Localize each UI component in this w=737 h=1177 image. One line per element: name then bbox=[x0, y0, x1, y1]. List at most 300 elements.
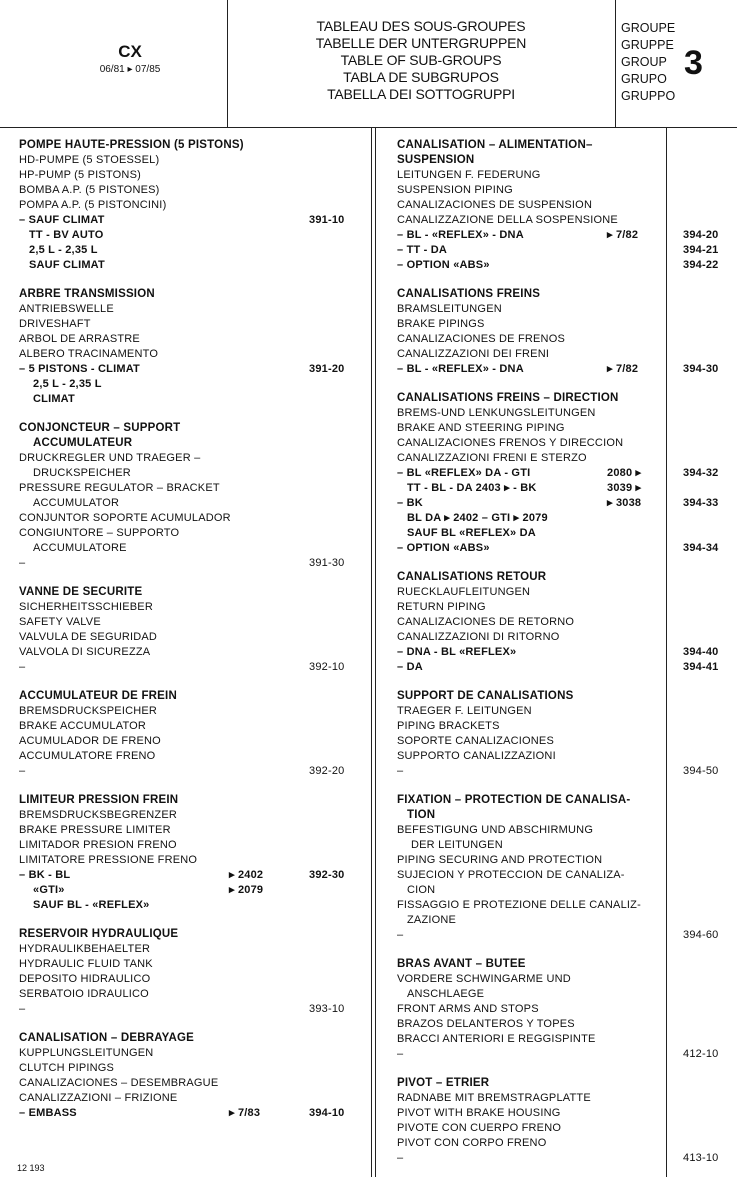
serial-marker: ▸ 2402 bbox=[229, 869, 264, 881]
line-text: CONGIUNTORE – SUPPORTO bbox=[19, 527, 180, 539]
block-spacer bbox=[397, 779, 737, 793]
subgroup-reference: 393-10 bbox=[309, 1003, 345, 1015]
line-text: BRACCI ANTERIORI E REGGISPINTE bbox=[397, 1033, 596, 1045]
line-text: TION bbox=[407, 809, 436, 821]
line-text: – bbox=[397, 1048, 404, 1060]
subgroup-line bbox=[19, 258, 371, 273]
line-text: PIVOTE CON CUERPO FRENO bbox=[397, 1122, 562, 1134]
subgroup-block bbox=[19, 138, 371, 273]
block-spacer bbox=[19, 779, 371, 793]
page-header bbox=[0, 0, 737, 128]
subgroup-line bbox=[19, 392, 371, 407]
line-text: RESERVOIR HYDRAULIQUE bbox=[19, 928, 179, 940]
line-text: – bbox=[397, 929, 404, 941]
title-line: TABLE OF SUB-GROUPS bbox=[340, 52, 502, 68]
line-text: LEITUNGEN F. FEDERUNG bbox=[397, 169, 541, 181]
subgroup-reference: 394-34 bbox=[683, 542, 719, 554]
subgroup-line bbox=[19, 823, 371, 838]
subgroup-line bbox=[397, 1017, 737, 1032]
subgroup-line bbox=[19, 153, 371, 168]
line-text: ACCUMULATORE bbox=[33, 542, 127, 554]
subgroup-line bbox=[19, 332, 371, 347]
line-text: BL DA ▸ 2402 – GTI ▸ 2079 bbox=[407, 512, 548, 524]
subgroup-line bbox=[397, 704, 737, 719]
line-text: TT - BV AUTO bbox=[29, 229, 104, 241]
subgroup-title bbox=[19, 927, 371, 942]
subgroup-line bbox=[397, 511, 737, 526]
line-text: CONJUNTOR SOPORTE ACUMULADOR bbox=[19, 512, 231, 524]
line-text: HYDRAULIKBEHAELTER bbox=[19, 943, 151, 955]
block-spacer bbox=[19, 1017, 371, 1031]
subgroup-title bbox=[19, 689, 371, 704]
group-word: GRUPPO bbox=[621, 89, 676, 103]
subgroup-reference: 394-50 bbox=[683, 765, 719, 777]
line-text: – BL «REFLEX» DA - GTI bbox=[397, 467, 531, 479]
line-text: BREMS-UND LENKUNGSLEITUNGEN bbox=[397, 407, 596, 419]
line-text: LIMITEUR PRESSION FREIN bbox=[19, 794, 179, 806]
subgroup-line bbox=[397, 421, 737, 436]
subgroup-reference: 394-21 bbox=[683, 244, 719, 256]
subgroup-line bbox=[397, 362, 737, 377]
subgroup-line bbox=[397, 764, 737, 779]
line-text: – BK bbox=[397, 497, 423, 509]
block-spacer bbox=[397, 943, 737, 957]
subgroup-title bbox=[19, 287, 371, 302]
subgroup-line bbox=[397, 243, 737, 258]
subgroup-line bbox=[19, 1106, 371, 1121]
subgroup-line bbox=[397, 853, 737, 868]
left-column bbox=[19, 138, 371, 1121]
subgroup-line bbox=[397, 153, 737, 168]
subgroup-line bbox=[19, 302, 371, 317]
line-text: ANTRIEBSWELLE bbox=[19, 303, 114, 315]
line-text: PIPING BRACKETS bbox=[397, 720, 500, 732]
line-text: BRAKE PRESSURE LIMITER bbox=[19, 824, 171, 836]
subgroup-block bbox=[397, 391, 737, 556]
line-text: ACUMULADOR DE FRENO bbox=[19, 735, 161, 747]
line-text: CANALIZACIONES DE FRENOS bbox=[397, 333, 565, 345]
subgroup-line bbox=[397, 898, 737, 913]
subgroup-reference: 394-30 bbox=[683, 363, 719, 375]
subgroup-line bbox=[397, 541, 737, 556]
line-text: BRAKE PIPINGS bbox=[397, 318, 485, 330]
line-text: ARBRE TRANSMISSION bbox=[19, 288, 155, 300]
line-text: ANSCHLAEGE bbox=[407, 988, 485, 1000]
line-text: CANALIZZAZIONE DELLA SOSPENSIONE bbox=[397, 214, 618, 226]
subgroup-line bbox=[19, 481, 371, 496]
subgroup-block bbox=[19, 1031, 371, 1121]
line-text: ALBERO TRACINAMENTO bbox=[19, 348, 159, 360]
line-text: PIVOT CON CORPO FRENO bbox=[397, 1137, 547, 1149]
line-text: RETURN PIPING bbox=[397, 601, 486, 613]
title-line: TABELLA DEI SOTTOGRUPPI bbox=[327, 86, 515, 102]
subgroup-reference: 391-10 bbox=[309, 214, 345, 226]
block-spacer bbox=[397, 1062, 737, 1076]
subgroup-line bbox=[19, 630, 371, 645]
subgroup-line bbox=[19, 942, 371, 957]
subgroup-line bbox=[397, 645, 737, 660]
subgroup-reference: 392-10 bbox=[309, 661, 345, 673]
line-text: – bbox=[19, 765, 26, 777]
subgroup-line bbox=[397, 526, 737, 541]
subgroup-line bbox=[19, 838, 371, 853]
subgroup-reference: 391-30 bbox=[309, 557, 345, 569]
group-word: GROUP bbox=[621, 55, 667, 69]
line-text: – bbox=[19, 557, 26, 569]
subgroup-line bbox=[397, 1151, 737, 1166]
line-text: CANALIZACIONES DE RETORNO bbox=[397, 616, 575, 628]
subgroup-line bbox=[397, 332, 737, 347]
line-text: BREMSDRUCKSBEGRENZER bbox=[19, 809, 178, 821]
line-text: CANALIZACIONES FRENOS Y DIRECCION bbox=[397, 437, 624, 449]
subgroup-title bbox=[19, 421, 371, 436]
subgroup-title bbox=[397, 689, 737, 704]
subgroup-line bbox=[19, 541, 371, 556]
block-spacer bbox=[19, 913, 371, 927]
title-line: TABLEAU DES SOUS-GROUPES bbox=[316, 18, 526, 34]
subgroup-line bbox=[19, 496, 371, 511]
serial-marker: ▸ 7/82 bbox=[607, 363, 639, 375]
line-text: ZAZIONE bbox=[407, 914, 457, 926]
subgroup-line bbox=[397, 451, 737, 466]
subgroup-title bbox=[397, 287, 737, 302]
line-text: CANALIZZAZIONI DEI FRENI bbox=[397, 348, 550, 360]
subgroup-line bbox=[397, 183, 737, 198]
model-name: CX bbox=[118, 42, 142, 61]
line-text: CANALISATIONS FREINS – DIRECTION bbox=[397, 392, 619, 404]
subgroup-line bbox=[397, 1121, 737, 1136]
line-text: BREMSDRUCKSPEICHER bbox=[19, 705, 158, 717]
subgroup-line bbox=[397, 883, 737, 898]
block-spacer bbox=[19, 571, 371, 585]
subgroup-block bbox=[19, 689, 371, 779]
subgroup-reference: 413-10 bbox=[683, 1152, 719, 1164]
group-word: GROUPE bbox=[621, 21, 676, 35]
subgroup-line bbox=[397, 258, 737, 273]
line-text: DRIVESHAFT bbox=[19, 318, 91, 330]
column-divider bbox=[371, 128, 372, 1177]
title-line: TABELLE DER UNTERGRUPPEN bbox=[315, 35, 527, 51]
subgroup-line bbox=[397, 1106, 737, 1121]
subgroup-line bbox=[397, 1047, 737, 1062]
line-text: SAFETY VALVE bbox=[19, 616, 101, 628]
page-footer-code: 12 193 bbox=[17, 1163, 45, 1173]
subgroup-line bbox=[19, 883, 371, 898]
line-text: – BL - «REFLEX» - DNA bbox=[397, 363, 524, 375]
subgroup-reference: 394-32 bbox=[683, 467, 719, 479]
line-text: POMPA A.P. (5 PISTONCINI) bbox=[19, 199, 167, 211]
line-text: HP-PUMP (5 PISTONS) bbox=[19, 169, 141, 181]
subgroup-title bbox=[19, 1031, 371, 1046]
line-text: 2,5 L - 2,35 L bbox=[29, 244, 98, 256]
subgroup-block bbox=[397, 138, 737, 273]
subgroup-line bbox=[19, 511, 371, 526]
subgroup-line bbox=[19, 228, 371, 243]
subgroup-reference: 392-20 bbox=[309, 765, 345, 777]
subgroup-line bbox=[19, 1076, 371, 1091]
subgroup-title bbox=[397, 570, 737, 585]
block-spacer bbox=[397, 273, 737, 287]
line-text: RADNABE MIT BREMSTRAGPLATTE bbox=[397, 1092, 591, 1104]
group-word: GRUPO bbox=[621, 72, 667, 86]
line-text: DEPOSITO HIDRAULICO bbox=[19, 973, 151, 985]
line-text: – TT - DA bbox=[397, 244, 448, 256]
subgroup-title bbox=[397, 793, 737, 808]
subgroup-line bbox=[397, 436, 737, 451]
group-label bbox=[621, 20, 675, 105]
line-text: VALVULA DE SEGURIDAD bbox=[19, 631, 158, 643]
line-text: SERBATOIO IDRAULICO bbox=[19, 988, 149, 1000]
subgroup-line bbox=[397, 302, 737, 317]
line-text: – DNA - BL «REFLEX» bbox=[397, 646, 517, 658]
line-text: BEFESTIGUNG UND ABSCHIRMUNG bbox=[397, 824, 594, 836]
line-text: CONJONCTEUR – SUPPORT bbox=[19, 422, 181, 434]
subgroup-reference: 392-30 bbox=[309, 869, 345, 881]
line-text: SUPPORTO CANALIZZAZIONI bbox=[397, 750, 556, 762]
serial-marker: 2080 ▸ bbox=[607, 467, 642, 479]
subgroup-line bbox=[397, 615, 737, 630]
subgroup-line bbox=[397, 1002, 737, 1017]
line-text: PRESSURE REGULATOR – BRACKET bbox=[19, 482, 220, 494]
subgroup-line bbox=[19, 764, 371, 779]
line-text: – bbox=[19, 1003, 26, 1015]
header-divider bbox=[615, 0, 616, 127]
table-title bbox=[228, 18, 614, 103]
group-number: 3 bbox=[684, 44, 703, 82]
subgroup-reference: 394-40 bbox=[683, 646, 719, 658]
subgroup-title bbox=[397, 1076, 737, 1091]
column-divider bbox=[375, 128, 376, 1177]
subgroup-line bbox=[397, 630, 737, 645]
line-text: CLUTCH PIPINGS bbox=[19, 1062, 115, 1074]
line-text: – bbox=[397, 1152, 404, 1164]
line-text: CANALIZZAZIONI DI RITORNO bbox=[397, 631, 560, 643]
line-text: CION bbox=[407, 884, 436, 896]
line-text: CANALIZACIONES DE SUSPENSION bbox=[397, 199, 593, 211]
production-dates: 06/81 ▸ 07/85 bbox=[99, 64, 161, 75]
line-text: CANALISATIONS RETOUR bbox=[397, 571, 547, 583]
line-text: TT - BL - DA 2403 ▸ - BK bbox=[407, 482, 537, 494]
subgroup-line bbox=[19, 853, 371, 868]
subgroup-line bbox=[19, 704, 371, 719]
subgroup-title bbox=[19, 138, 371, 153]
line-text: – BL - «REFLEX» - DNA bbox=[397, 229, 524, 241]
line-text: ARBOL DE ARRASTRE bbox=[19, 333, 140, 345]
subgroup-line bbox=[397, 734, 737, 749]
subgroup-line bbox=[19, 957, 371, 972]
subgroup-line bbox=[397, 406, 737, 421]
subgroup-line bbox=[19, 243, 371, 258]
subgroup-line bbox=[19, 1002, 371, 1017]
line-text: KUPPLUNGSLEITUNGEN bbox=[19, 1047, 154, 1059]
line-text: BRAZOS DELANTEROS Y TOPES bbox=[397, 1018, 575, 1030]
subgroup-reference: 394-22 bbox=[683, 259, 719, 271]
subgroup-line bbox=[397, 481, 737, 496]
subgroup-line bbox=[19, 451, 371, 466]
line-text: – bbox=[397, 765, 404, 777]
line-text: POMPE HAUTE-PRESSION (5 PISTONS) bbox=[19, 139, 244, 151]
subgroup-block bbox=[19, 421, 371, 571]
line-text: – BK - BL bbox=[19, 869, 71, 881]
line-text: SAUF CLIMAT bbox=[29, 259, 105, 271]
subgroup-block bbox=[397, 957, 737, 1062]
line-text: TRAEGER F. LEITUNGEN bbox=[397, 705, 532, 717]
subgroup-line bbox=[397, 987, 737, 1002]
subgroup-line bbox=[397, 228, 737, 243]
line-text: SAUF BL - «REFLEX» bbox=[33, 899, 150, 911]
serial-marker: ▸ 7/83 bbox=[229, 1107, 261, 1119]
subgroup-line bbox=[397, 1136, 737, 1151]
subgroup-line bbox=[19, 1061, 371, 1076]
subgroup-line bbox=[397, 317, 737, 332]
line-text: DRUCKREGLER UND TRAEGER – bbox=[19, 452, 201, 464]
subgroup-line bbox=[397, 868, 737, 883]
subgroup-line bbox=[397, 808, 737, 823]
line-text: LIMITATORE PRESSIONE FRENO bbox=[19, 854, 198, 866]
line-text: CANALIZZAZIONI – FRIZIONE bbox=[19, 1092, 178, 1104]
line-text: – 5 PISTONS - CLIMAT bbox=[19, 363, 140, 375]
line-text: BRAKE AND STEERING PIPING bbox=[397, 422, 565, 434]
line-text: CANALISATION – DEBRAYAGE bbox=[19, 1032, 194, 1044]
line-text: HD-PUMPE (5 STOESSEL) bbox=[19, 154, 160, 166]
line-text: BRAMSLEITUNGEN bbox=[397, 303, 502, 315]
subgroup-reference: 412-10 bbox=[683, 1048, 719, 1060]
block-spacer bbox=[19, 273, 371, 287]
subgroup-line bbox=[19, 660, 371, 675]
subgroup-line bbox=[19, 615, 371, 630]
subgroup-line bbox=[19, 213, 371, 228]
group-word: GRUPPE bbox=[621, 38, 674, 52]
subgroup-line bbox=[397, 168, 737, 183]
line-text: CANALIZZAZIONI FRENI E STERZO bbox=[397, 452, 587, 464]
subgroup-block bbox=[19, 585, 371, 675]
line-text: «GTI» bbox=[33, 884, 65, 896]
subgroup-line bbox=[19, 749, 371, 764]
subgroup-line bbox=[397, 213, 737, 228]
subgroup-line bbox=[397, 600, 737, 615]
block-spacer bbox=[19, 675, 371, 689]
block-spacer bbox=[397, 675, 737, 689]
line-text: PIVOT – ETRIER bbox=[397, 1077, 490, 1089]
subgroup-line bbox=[397, 1091, 737, 1106]
line-text: SUSPENSION bbox=[397, 154, 475, 166]
subgroup-title bbox=[397, 391, 737, 406]
subgroup-block bbox=[19, 927, 371, 1017]
subgroup-block bbox=[397, 570, 737, 675]
title-line: TABLA DE SUBGRUPOS bbox=[343, 69, 499, 85]
subgroup-line bbox=[19, 556, 371, 571]
line-text: ACCUMULATOR bbox=[33, 497, 120, 509]
subgroup-line bbox=[19, 362, 371, 377]
line-text: PIVOT WITH BRAKE HOUSING bbox=[397, 1107, 561, 1119]
block-spacer bbox=[397, 377, 737, 391]
subgroup-line bbox=[397, 466, 737, 481]
serial-marker: ▸ 2079 bbox=[229, 884, 264, 896]
subgroup-line bbox=[19, 347, 371, 362]
subgroup-line bbox=[397, 749, 737, 764]
subgroup-reference: 394-41 bbox=[683, 661, 719, 673]
subgroup-line bbox=[19, 734, 371, 749]
subgroup-line bbox=[19, 808, 371, 823]
subgroup-line bbox=[19, 466, 371, 481]
subgroup-title bbox=[397, 957, 737, 972]
line-text: CANALISATIONS FREINS bbox=[397, 288, 541, 300]
subgroup-line bbox=[19, 317, 371, 332]
subgroup-line bbox=[397, 1032, 737, 1047]
subgroup-line bbox=[397, 838, 737, 853]
subgroup-line bbox=[397, 913, 737, 928]
subgroup-line bbox=[397, 198, 737, 213]
subgroup-line bbox=[19, 645, 371, 660]
subgroup-line bbox=[19, 377, 371, 392]
line-text: LIMITADOR PRESION FRENO bbox=[19, 839, 177, 851]
subgroup-title bbox=[19, 793, 371, 808]
subgroup-line bbox=[19, 719, 371, 734]
subgroup-line bbox=[19, 1046, 371, 1061]
subgroup-line bbox=[397, 660, 737, 675]
line-text: SOPORTE CANALIZACIONES bbox=[397, 735, 555, 747]
serial-marker: ▸ 3038 bbox=[607, 497, 642, 509]
subgroup-line bbox=[19, 436, 371, 451]
line-text: PIPING SECURING AND PROTECTION bbox=[397, 854, 603, 866]
line-text: – DA bbox=[397, 661, 423, 673]
line-text: – bbox=[19, 661, 26, 673]
line-text: FRONT ARMS AND STOPS bbox=[397, 1003, 539, 1015]
line-text: ACCUMULATORE FRENO bbox=[19, 750, 156, 762]
subgroup-line bbox=[397, 347, 737, 362]
block-spacer bbox=[397, 556, 737, 570]
serial-marker: ▸ 7/82 bbox=[607, 229, 639, 241]
subgroup-line bbox=[19, 168, 371, 183]
subgroup-line bbox=[19, 1091, 371, 1106]
line-text: BRAS AVANT – BUTEE bbox=[397, 958, 526, 970]
line-text: 2,5 L - 2,35 L bbox=[33, 378, 102, 390]
line-text: HYDRAULIC FLUID TANK bbox=[19, 958, 153, 970]
subgroup-line bbox=[19, 183, 371, 198]
subgroup-block bbox=[19, 287, 371, 407]
line-text: FISSAGGIO E PROTEZIONE DELLE CANALIZ- bbox=[397, 899, 641, 911]
subgroup-line bbox=[397, 823, 737, 838]
line-text: SUSPENSION PIPING bbox=[397, 184, 513, 196]
subgroup-line bbox=[397, 496, 737, 511]
line-text: FIXATION – PROTECTION DE CANALISA- bbox=[397, 794, 631, 806]
subgroup-reference: 394-10 bbox=[309, 1107, 345, 1119]
subgroup-reference: 391-20 bbox=[309, 363, 345, 375]
subgroup-line bbox=[19, 987, 371, 1002]
subgroup-line bbox=[19, 898, 371, 913]
line-text: CANALIZACIONES – DESEMBRAGUE bbox=[19, 1077, 219, 1089]
line-text: VALVOLA DI SICUREZZA bbox=[19, 646, 151, 658]
line-text: SICHERHEITSSCHIEBER bbox=[19, 601, 153, 613]
subgroup-title bbox=[19, 585, 371, 600]
line-text: ACCUMULATEUR DE FREIN bbox=[19, 690, 177, 702]
subgroup-title bbox=[397, 138, 737, 153]
line-text: BOMBA A.P. (5 PISTONES) bbox=[19, 184, 160, 196]
subgroup-line bbox=[397, 972, 737, 987]
subgroup-reference: 394-33 bbox=[683, 497, 719, 509]
line-text: DRUCKSPEICHER bbox=[33, 467, 131, 479]
subgroup-block bbox=[397, 793, 737, 943]
line-text: SUPPORT DE CANALISATIONS bbox=[397, 690, 574, 702]
right-column bbox=[397, 138, 737, 1166]
subgroup-line bbox=[19, 972, 371, 987]
line-text: VORDERE SCHWINGARME UND bbox=[397, 973, 571, 985]
subgroup-line bbox=[19, 868, 371, 883]
line-text: DER LEITUNGEN bbox=[411, 839, 503, 851]
subgroup-block bbox=[19, 793, 371, 913]
line-text: CANALISATION – ALIMENTATION– bbox=[397, 139, 593, 151]
line-text: RUECKLAUFLEITUNGEN bbox=[397, 586, 531, 598]
